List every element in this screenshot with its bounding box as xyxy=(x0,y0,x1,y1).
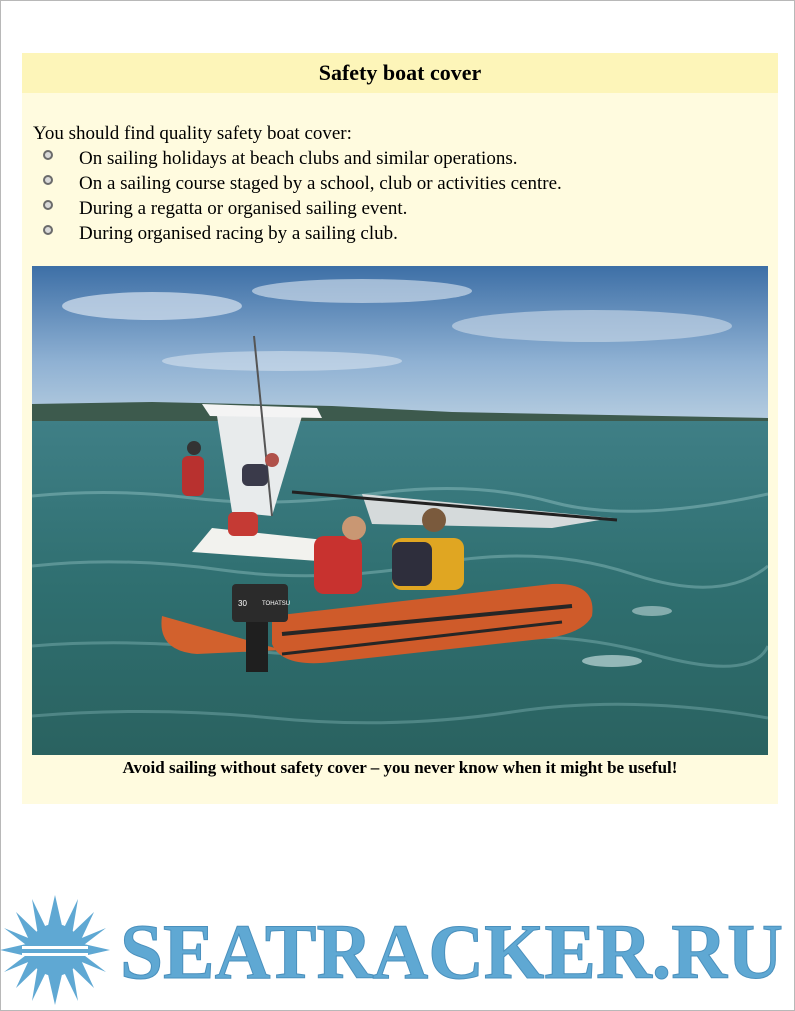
photo-caption: Avoid sailing without safety cover – you never know when it might be useful! xyxy=(122,758,678,777)
list-item-text: During organised racing by a sailing club. xyxy=(79,223,398,244)
bullet-icon xyxy=(43,200,53,210)
list-item-text: During a regatta or organised sailing event. xyxy=(79,198,408,219)
bullet-icon xyxy=(43,225,53,235)
bullet-icon xyxy=(43,175,53,185)
page-title: Safety boat cover xyxy=(22,53,778,93)
engine-power-label: 30 xyxy=(238,599,247,608)
content-panel xyxy=(22,53,778,804)
bullet-icon xyxy=(43,150,53,160)
engine-brand-label: TOHATSU xyxy=(262,601,291,607)
logo-text: SEATRACKER.RU xyxy=(120,908,783,995)
sun-icon xyxy=(0,895,110,1005)
intro-text: You should find quality safety boat cover: xyxy=(33,123,352,144)
rescue-boat-photo xyxy=(32,266,768,755)
list-item-text: On a sailing course staged by a school, club or activities centre. xyxy=(79,173,562,194)
list-item-text: On sailing holidays at beach clubs and similar operations. xyxy=(79,148,518,169)
seatracker-logo xyxy=(0,890,795,1011)
